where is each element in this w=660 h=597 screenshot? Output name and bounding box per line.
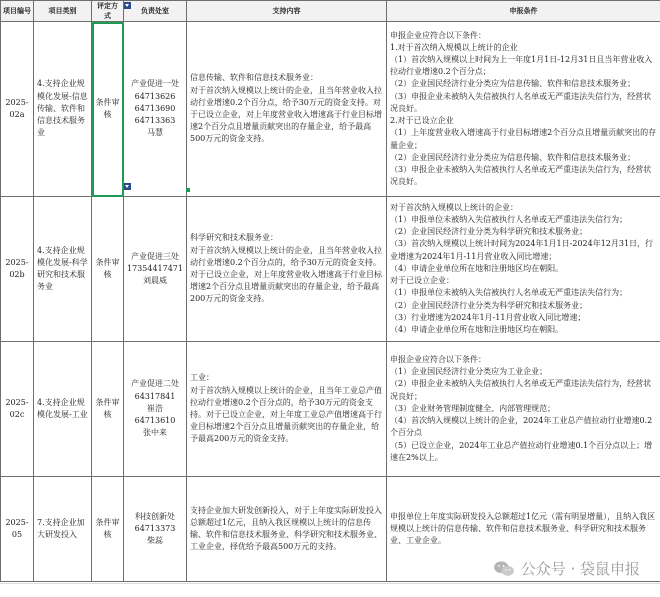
cell-office[interactable] bbox=[124, 22, 187, 197]
cell-office[interactable] bbox=[124, 342, 187, 477]
condition-line: 申报单位上年度实际研发投入总额超过1亿元（需有明显增量），且纳入我区规模以上统计的信息传输、软件和信息技术服务业、科学研究和技术服务业、工业企业。 bbox=[390, 511, 656, 546]
cell-method[interactable]: 条件审核 bbox=[92, 197, 124, 342]
support-title: 信息传输、软件和信息技术服务业： bbox=[190, 73, 318, 83]
condition-line: （2）企业国民经济行业分类应为信息传输、软件和信息技术服务业； bbox=[390, 79, 636, 89]
dropdown-arrow-icon[interactable] bbox=[124, 183, 131, 190]
office-phone: 64713610 bbox=[134, 416, 176, 426]
header-row bbox=[1, 1, 660, 22]
office-phone: 64713373 bbox=[134, 523, 176, 533]
condition-line: （1）申报单位未被纳入失信被执行人名单或无严重违法失信行为； bbox=[390, 215, 628, 225]
office-contact: 崔浩 bbox=[147, 403, 163, 413]
watermark bbox=[493, 558, 640, 579]
grid-line bbox=[0, 583, 660, 584]
office-phone: 17354417471 bbox=[127, 263, 183, 273]
cell-conditions[interactable] bbox=[387, 22, 660, 197]
cell-category[interactable]: 7.支持企业加大研发投入 bbox=[34, 477, 92, 582]
cell-office[interactable] bbox=[124, 197, 187, 342]
cell-category[interactable]: 4.支持企业规模化发展-工业 bbox=[34, 342, 92, 477]
condition-line: （4）申请企业单位所在地和注册地区均在朝阳。 bbox=[390, 324, 564, 334]
cell-method[interactable]: 条件审核 bbox=[92, 22, 124, 197]
cell-support[interactable] bbox=[187, 197, 387, 342]
cell-office[interactable] bbox=[124, 477, 187, 582]
support-text: 对于首次纳入规模以上统计的企业，且当年营业收入拉动行业增速0.2个百分点，给予30万元的资金支持。对于已设立企业，对上年度营业收入增速高于行业目标增速2个百分点且增量贡献突出的存量企业，给予最高500万元的资金支持。 bbox=[190, 85, 382, 144]
cell-method[interactable]: 条件审核 bbox=[92, 477, 124, 582]
office-name: 产业促进一处 bbox=[131, 79, 179, 89]
fill-handle-icon[interactable] bbox=[186, 188, 190, 192]
support-title: 科学研究和技术服务业： bbox=[190, 233, 278, 243]
dropdown-arrow-icon[interactable] bbox=[124, 2, 131, 9]
cell-id[interactable]: 2025-02b bbox=[1, 197, 34, 342]
header-method[interactable]: 评定方式 bbox=[92, 1, 124, 22]
office-name: 科技创新处 bbox=[135, 511, 175, 521]
condition-line: （5）已设立企业，2024年工业总产值拉动行业增速0.1个百分点以上；增速在2%以上。 bbox=[390, 440, 653, 462]
cell-support[interactable] bbox=[187, 342, 387, 477]
header-category[interactable]: 项目类别 bbox=[34, 1, 92, 22]
cell-id[interactable]: 2025-02c bbox=[1, 342, 34, 477]
cell-conditions[interactable] bbox=[387, 342, 660, 477]
cell-support[interactable] bbox=[187, 477, 387, 582]
office-name: 产业促进三处 bbox=[131, 251, 179, 261]
support-text: 对于首次纳入规模以上统计的企业，且当年营业收入拉动行业增速0.2个百分点的，给予30万元的资金支持。对于已设立企业，对上年度营业收入增速高于行业目标增速2个百分点且增量贡献突出的存量企业，给予最高200万元的资金支持。 bbox=[190, 245, 382, 304]
condition-line: （4）申请企业单位所在地和注册地区均在朝阳。 bbox=[390, 263, 564, 273]
cell-category[interactable]: 4.支持企业规模化发展-科学研究和技术服务业 bbox=[34, 197, 92, 342]
condition-line: （3）申报企业未被纳入失信被执行人名单或无严重违法失信行为，经营状况良好。 bbox=[390, 164, 652, 187]
condition-line: （4）首次纳入规模以上统计的企业，2024年工业总产值拉动行业增速0.2个百分点 bbox=[390, 416, 653, 438]
condition-line: （1）企业国民经济行业分类应为工业企业； bbox=[390, 367, 548, 377]
condition-line: （2）企业国民经济行业分类为科学研究和技术服务业； bbox=[390, 300, 588, 310]
office-contact: 马慧 bbox=[147, 128, 163, 138]
support-text: 对于首次纳入规模以上统计的企业，且当年工业总产值拉动行业增速0.2个百分点的，给予30万元的资金支持。对于已设立企业，对上年度工业总产值增速高于行业目标增速2个百分点且增量贡献突出的存量企业，给予最高200万元的资金支持。 bbox=[190, 385, 382, 444]
office-contact: 柴蕊 bbox=[147, 536, 163, 546]
condition-line: 申报企业应符合以下条件： bbox=[390, 30, 486, 40]
condition-line: （1）首次纳入规模以上时间为上一年度1月1日-12月31日且当年营业收入拉动行业增速0.2个百分点； bbox=[390, 55, 653, 77]
office-phone: 64713626 bbox=[134, 91, 176, 101]
condition-line: 申报企业应符合以下条件： bbox=[390, 355, 486, 365]
support-title: 工业： bbox=[190, 373, 214, 383]
table-row bbox=[1, 22, 660, 197]
header-id[interactable]: 项目编号 bbox=[1, 1, 34, 22]
condition-line: 1.对于首次纳入规模以上统计的企业 bbox=[390, 42, 518, 52]
office-contact: 张中来 bbox=[143, 428, 167, 438]
condition-line: （3）企业财务管理制度健全、内部管理规范； bbox=[390, 403, 556, 413]
cell-id[interactable]: 2025-05 bbox=[1, 477, 34, 582]
condition-line: （1）申报单位未被纳入失信被执行人名单或无严重违法失信行为； bbox=[390, 288, 628, 298]
header-office[interactable]: 负责处室 bbox=[124, 1, 187, 22]
condition-line: （2）企业国民经济行业分类应为信息传输、软件和信息技术服务业； bbox=[390, 152, 636, 162]
watermark-text: 公众号 · 袋鼠申报 bbox=[520, 560, 640, 578]
table-row bbox=[1, 197, 660, 342]
condition-line: （2）申报企业未被纳入失信被执行人名单或无严重违法失信行为，经营状况良好； bbox=[390, 379, 652, 401]
condition-line: 2.对于已设立企业 bbox=[390, 116, 454, 126]
condition-line: （3）申报企业未被纳入失信被执行人名单或无严重违法失信行为，经营状况良好。 bbox=[390, 91, 652, 113]
cell-method[interactable]: 条件审核 bbox=[92, 342, 124, 477]
cell-category[interactable]: 4.支持企业规模化发展-信息传输、软件和信息技术服务业 bbox=[34, 22, 92, 197]
table-row bbox=[1, 342, 660, 477]
header-support[interactable]: 支持内容 bbox=[187, 1, 387, 22]
cell-support[interactable] bbox=[187, 22, 387, 197]
office-phone: 64713363 bbox=[134, 116, 176, 126]
office-phone: 64713690 bbox=[134, 103, 176, 113]
condition-line: （3）首次纳入规模以上统计时间为2024年1月1日-2024年12月31日，行业增速为2024年1月-11月营业收入同比增速； bbox=[390, 239, 654, 261]
support-text: 支持企业加大研发创新投入，对于上年度实际研发投入总额超过1亿元，且纳入我区规模以上统计的信息传输、软件和信息技术服务业、科学研究和技术服务业、工业企业，择优给予最高500万元的支持。 bbox=[190, 505, 382, 552]
cell-conditions[interactable] bbox=[387, 197, 660, 342]
office-contact: 刘晨威 bbox=[143, 276, 167, 286]
office-phone: 64317841 bbox=[134, 391, 176, 401]
condition-line: 对于已设立企业： bbox=[390, 276, 454, 286]
condition-line: （2）企业国民经济行业分类为科学研究和技术服务业； bbox=[390, 227, 588, 237]
cell-id[interactable]: 2025-02a bbox=[1, 22, 34, 197]
header-conditions[interactable]: 申报条件 bbox=[387, 1, 660, 22]
office-name: 产业促进二处 bbox=[131, 379, 179, 389]
condition-line: （1）上年度营业收入增速高于行业目标增速2个百分点且增量贡献突出的存量企业； bbox=[390, 128, 657, 150]
condition-line: 对于首次纳入规模以上统计的企业： bbox=[390, 202, 518, 212]
condition-line: （3）行业增速为2024年1月-11月营业收入同比增速； bbox=[390, 312, 586, 322]
wechat-icon bbox=[493, 560, 515, 578]
